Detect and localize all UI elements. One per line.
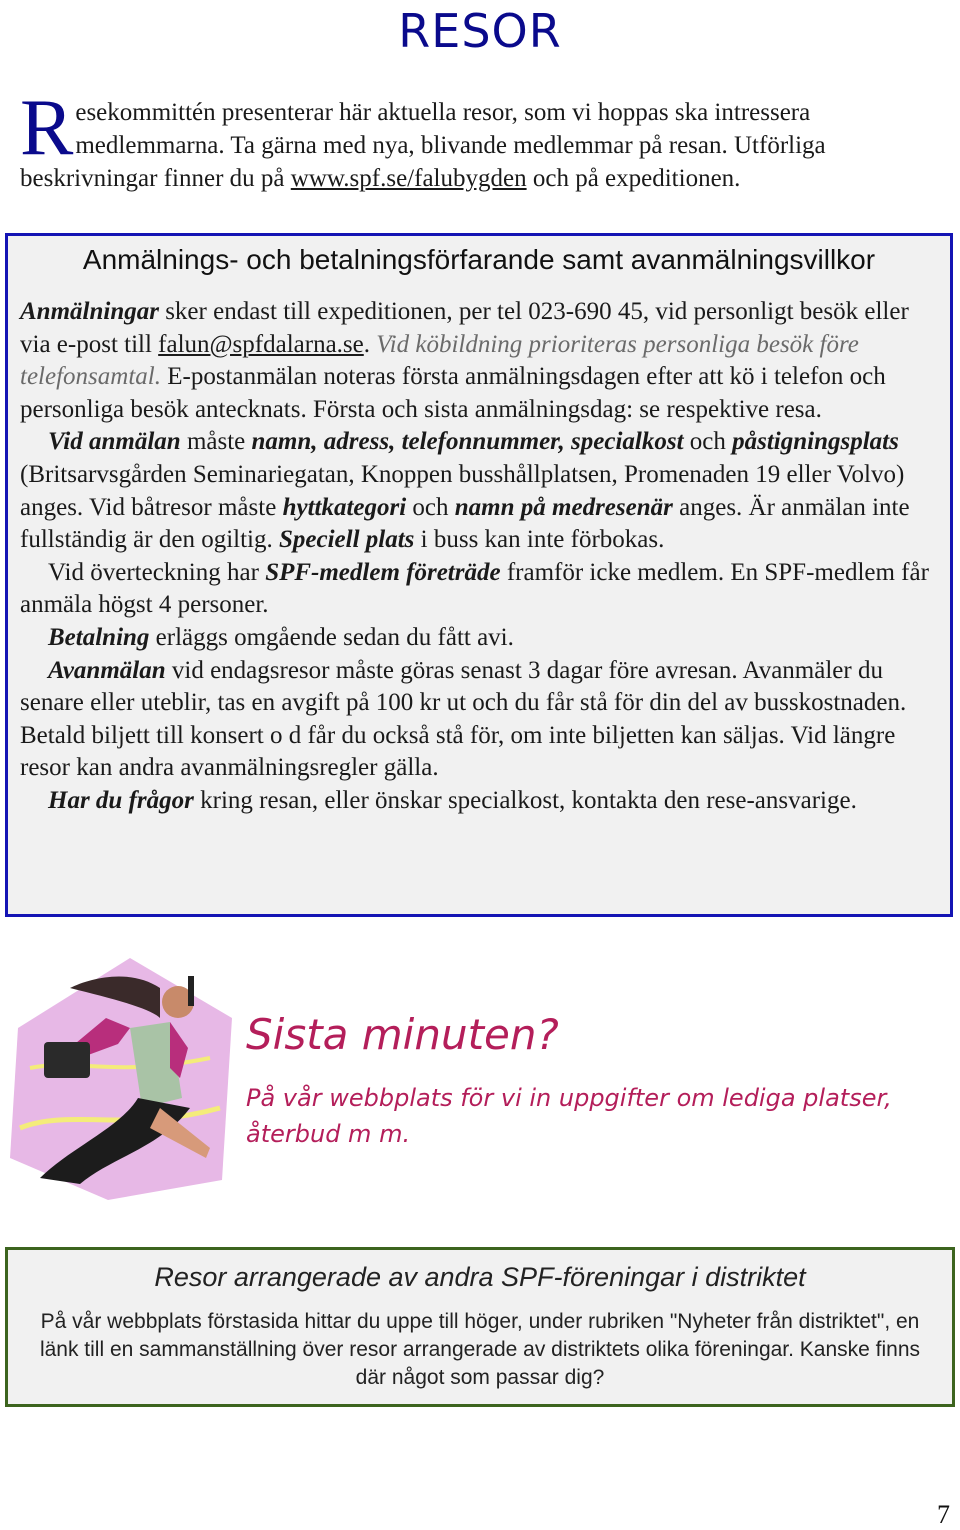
- rules-text: anges. Är anmälan inte fullständig är den ogiltig.: [20, 493, 910, 554]
- rules-body: [20, 296, 940, 818]
- rules-text: kring resan, eller önskar specialkost, kontakta den rese-ansvarige.: [193, 786, 857, 814]
- rules-text: måste: [180, 428, 252, 456]
- briefcase-icon: [44, 1042, 90, 1078]
- drop-cap: R: [20, 84, 74, 172]
- rules-text: framför icke medlem. En SPF-medlem får anmäla högst 4 personer.: [20, 558, 929, 619]
- rules-heading: Anmälnings- och betalningsförfarande samt avanmälningsvillkor: [82, 244, 876, 275]
- district-trips-box: [5, 1247, 955, 1407]
- rules-paragraph-required-info: [20, 426, 940, 556]
- term-pastigningsplats: påstigningsplats: [732, 428, 899, 456]
- district-heading: Resor arrangerade av andra SPF-föreningar i distriktet: [154, 1262, 806, 1292]
- term-avanmalan: Avanmälan: [48, 656, 166, 684]
- term-anmalningar: Anmälningar: [20, 298, 159, 325]
- rules-text: Vid överteckning har: [48, 558, 266, 586]
- rules-text: E-postanmälan noteras första anmälningsdagen efter att kö i telefon och personliga besök antecknats. Första och sista anmälningsdag: se respektive resa.: [20, 363, 886, 423]
- district-text: På vår webbplats förstasida hittar du uppe till höger, under rubriken "Nyheter från distriktet", en länk till en sammanställning över resor arrangerade av distriktets olika föreningar. Kanske finns där något som passar dig?: [39, 1310, 921, 1389]
- page-number: 7: [937, 1500, 950, 1529]
- email-link[interactable]: falun@spfdalarna.se: [158, 330, 364, 358]
- last-minute-heading: Sista minuten?: [246, 1010, 559, 1059]
- rules-text: (Britsarvsgården Seminariegatan, Knoppen busshållplatsen, Promenaden 19 eller Volvo) anges. Vid båtresor måste: [20, 460, 905, 521]
- term-fragor: Har du frågor: [48, 786, 194, 814]
- rules-paragraph-payment: [20, 622, 940, 655]
- term-spf-foretrade: SPF-medlem företräde: [265, 558, 501, 586]
- rules-paragraph-cancellation: [20, 655, 940, 785]
- website-link[interactable]: www.spf.se/falubygden: [290, 165, 527, 192]
- rules-text: sker endast till expeditionen, per tel 023-690 45, vid personligt besök eller via e-post till: [20, 298, 909, 358]
- priority-note: Vid köbildning prioriteras personliga besök före telefonsamtal.: [20, 330, 859, 391]
- rules-text: i buss kan inte förbokas.: [414, 526, 665, 554]
- rules-text: vid endagsresor måste göras senast 3 dagar före avresan. Avanmäler du senare eller uteblir, tas en avgift på 100 kr ut och du får stå för din del av busskostnaden. Betald biljett till konsert o d får du också stå för, om inte biljetten kan säljas. Vid längre resor kan andra avanmälningsregler gälla.: [20, 656, 907, 782]
- last-minute-text: På vår webbplats för vi in uppgifter om lediga platser, återbud m m.: [246, 1084, 892, 1148]
- phone-icon: [188, 976, 194, 1006]
- rules-text: och: [406, 493, 455, 521]
- term-vid-anmalan: Vid anmälan: [48, 428, 181, 456]
- running-traveler-illustration: [10, 958, 232, 1200]
- term-required-fields: namn, adress, telefonnummer, specialkost: [251, 428, 684, 456]
- intro-text-2: och på expeditionen.: [526, 165, 741, 192]
- term-hyttkategori: hyttkategori: [282, 493, 407, 521]
- intro-text-1: esekommittén presenterar här aktuella resor, som vi hoppas ska intressera medlemmarna. Ta gärna med nya, blivande medlemmar på resan. Utförliga beskrivningar finner du på: [20, 99, 826, 192]
- rules-paragraph-questions: [20, 785, 940, 818]
- intro-paragraph: [20, 84, 940, 195]
- rules-paragraph-overbooking: [20, 557, 940, 622]
- rules-paragraph-registration: [20, 296, 940, 426]
- term-betalning: Betalning: [48, 623, 150, 651]
- term-speciell-plats: Speciell plats: [278, 526, 415, 554]
- rules-text: och: [683, 428, 733, 456]
- term-medresenar: namn på medresenär: [454, 493, 673, 521]
- registration-rules-box: [5, 233, 953, 917]
- rules-text: .: [363, 330, 377, 358]
- rules-text: erläggs omgående sedan du fått avi.: [149, 623, 514, 651]
- page-title: RESOR: [398, 4, 562, 58]
